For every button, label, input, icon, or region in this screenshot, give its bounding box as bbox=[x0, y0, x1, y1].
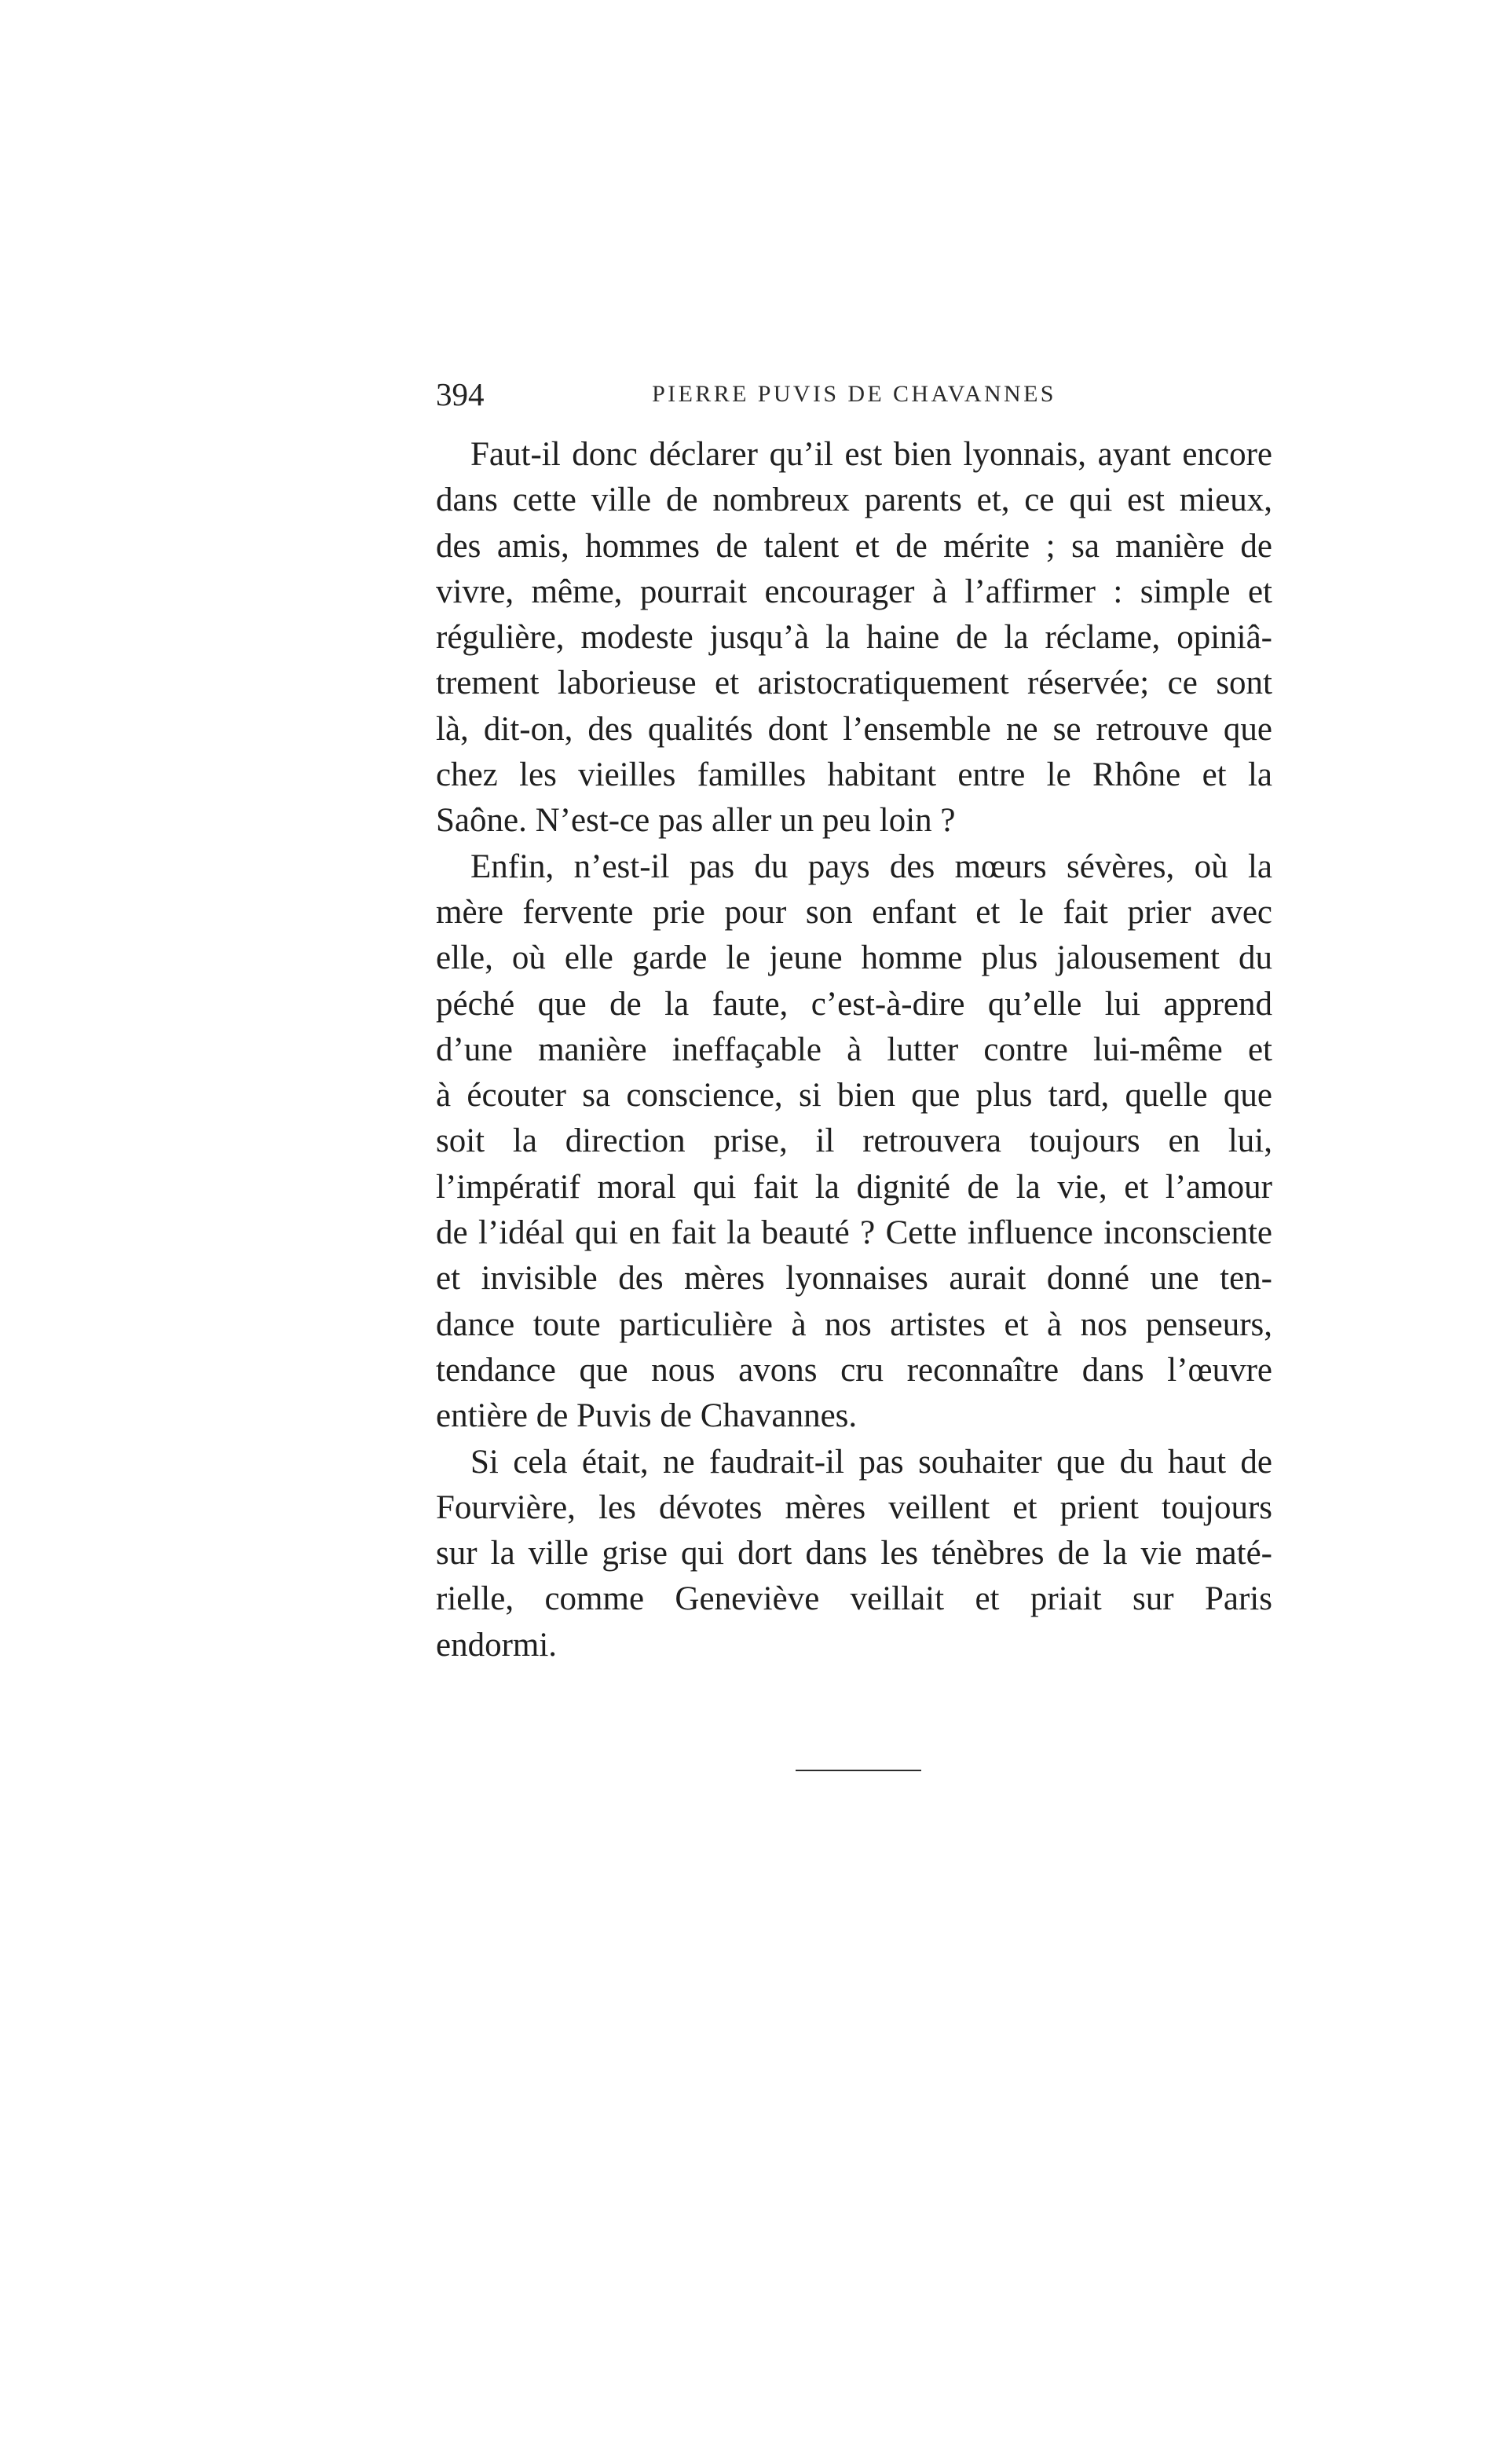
text-line: là, dit-on, des qualités dont l’ensemble ne se retrouve que bbox=[436, 710, 1272, 748]
text-line: à écouter sa conscience, si bien que plus tard, quelle que bbox=[436, 1077, 1272, 1115]
paragraph-3 bbox=[436, 1440, 1272, 1668]
text-line: Saône. N’est-ce pas aller un peu loin ? bbox=[436, 802, 956, 840]
text-line: l’impératif moral qui fait la dignité de la vie, et l’amour bbox=[436, 1168, 1272, 1206]
text-line: Faut-il donc déclarer qu’il est bien lyonnais, ayant encore bbox=[470, 436, 1272, 473]
text-line: rielle, comme Geneviève veillait et priait sur Paris bbox=[436, 1580, 1272, 1618]
text-line: chez les vieilles familles habitant entre le Rhône et la bbox=[436, 756, 1272, 794]
end-of-chapter-rule bbox=[796, 1770, 921, 1771]
paragraph-1 bbox=[436, 432, 1272, 844]
text-line: péché que de la faute, c’est-à-dire qu’elle lui apprend bbox=[436, 985, 1272, 1023]
text-line: dance toute particulière à nos artistes et à nos penseurs, bbox=[436, 1305, 1272, 1343]
text-line: et invisible des mères lyonnaises aurait donné une ten- bbox=[436, 1260, 1272, 1298]
text-line: Enfin, n’est-il pas du pays des mœurs sévères, où la bbox=[470, 848, 1272, 885]
text-line: Si cela était, ne faudrait-il pas souhaiter que du haut de bbox=[470, 1443, 1272, 1481]
text-line: régulière, modeste jusqu’à la haine de la réclame, opiniâ- bbox=[436, 619, 1272, 657]
text-line: dans cette ville de nombreux parents et, ce qui est mieux, bbox=[436, 481, 1272, 519]
page-number: 394 bbox=[436, 376, 485, 412]
paragraph-2 bbox=[436, 844, 1272, 1440]
body-text bbox=[436, 432, 1272, 1668]
text-line: sur la ville grise qui dort dans les ténèbres de la vie maté- bbox=[436, 1535, 1272, 1572]
text-line: des amis, hommes de talent et de mérite ; sa manière de bbox=[436, 527, 1272, 565]
text-line: tendance que nous avons cru reconnaître dans l’œuvre bbox=[436, 1351, 1272, 1389]
text-line: de l’idéal qui en fait la beauté ? Cette influence inconsciente bbox=[436, 1214, 1272, 1252]
running-head-title: PIERRE PUVIS DE CHAVANNES bbox=[652, 381, 1056, 407]
text-line: d’une manière ineffaçable à lutter contre lui-même et bbox=[436, 1031, 1272, 1068]
text-line: vivre, même, pourrait encourager à l’affirmer : simple et bbox=[436, 573, 1272, 610]
text-line: entière de Puvis de Chavannes. bbox=[436, 1397, 858, 1435]
text-line: endormi. bbox=[436, 1626, 558, 1664]
text-line: Fourvière, les dévotes mères veillent et prient toujours bbox=[436, 1488, 1272, 1526]
text-line: soit la direction prise, il retrouvera toujours en lui, bbox=[436, 1122, 1272, 1160]
text-line: elle, où elle garde le jeune homme plus jalousement du bbox=[436, 939, 1272, 977]
text-line: trement laborieuse et aristocratiquement réservée; ce sont bbox=[436, 665, 1272, 702]
text-line: mère fervente prie pour son enfant et le fait prier avec bbox=[436, 893, 1272, 931]
